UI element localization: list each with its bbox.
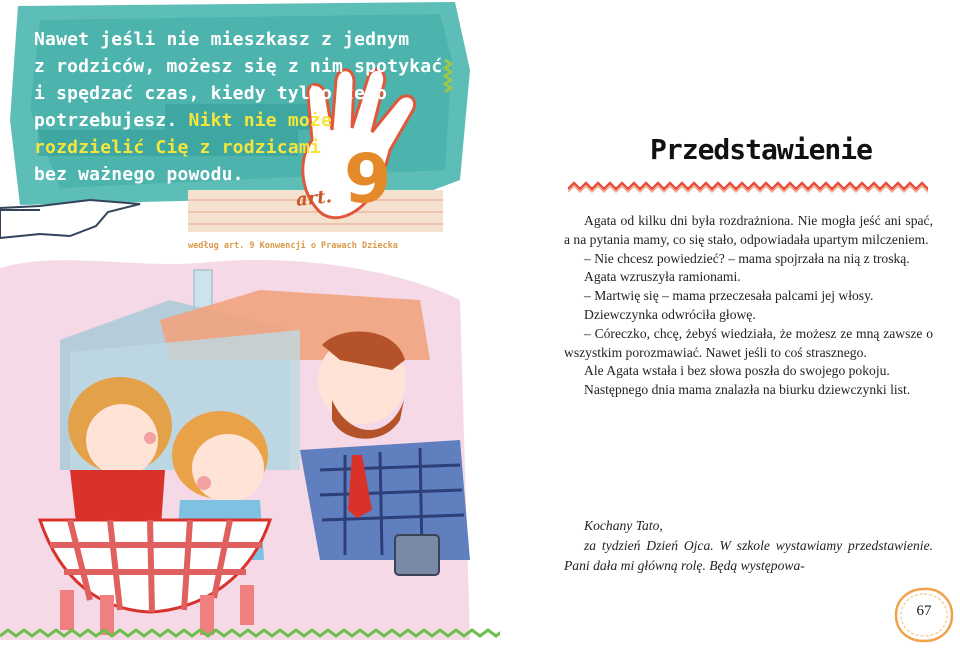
paragraph: Następnego dnia mama znalazła na biurku dziewczynki list. xyxy=(584,382,911,398)
article-number: 9 xyxy=(344,140,392,219)
quote-line-3: i spędzać czas, kiedy tylko tego xyxy=(34,83,388,104)
chapter-title: Przedstawienie xyxy=(650,133,873,166)
paragraph: Dziewczynka odwróciła głowę. xyxy=(584,306,756,322)
paragraph: – Córeczko, chcę, żebyś wiedziała, że możesz ze mną zawsze o wszystkim porozmawiać. Nawet jeśli to coś strasznego. xyxy=(564,325,933,360)
paragraph: – Nie chcesz powiedzieć? – mama spojrzała na nią z troską. xyxy=(584,250,910,266)
quote-line-2: z rodziców, możesz się z nim spotykać xyxy=(34,56,443,77)
article-label: art. xyxy=(295,186,333,211)
paragraph: – Martwię się – mama przeczesała palcami jej włosy. xyxy=(584,288,874,304)
letter-text xyxy=(564,516,933,576)
letter-paragraph: za tydzień Dzień Ojca. W szkole wystawiamy przedstawienie. Pani dała mi główną rolę. Będą występowa- xyxy=(564,538,933,573)
decorative-zigzag-border xyxy=(568,180,928,198)
story-text xyxy=(564,212,933,400)
quote-line-4 xyxy=(34,107,434,134)
quote-line-6: bez ważnego powodu. xyxy=(34,164,244,185)
source-note: według art. 9 Konwencji o Prawach Dziecka xyxy=(188,241,398,251)
quote-line-1: Nawet jeśli nie mieszkasz z jednym xyxy=(34,29,410,50)
paragraph: Agata wzruszyła ramionami. xyxy=(584,269,741,285)
paragraph: Agata od kilku dni była rozdrażniona. Nie mogła jeść ani spać, a na pytania mamy, co się stało, odpowiadała upartym milczeniem. xyxy=(564,213,933,247)
quote-line-4-part-a: potrzebujesz. xyxy=(34,110,189,131)
paragraph: Ale Agata wstała i bez słowa poszła do swojego pokoju. xyxy=(584,363,890,379)
letter-salutation: Kochany Tato, xyxy=(584,518,663,533)
quote-highlight-b: rozdzielić Cię z rodzicami xyxy=(34,137,321,158)
page-number-badge xyxy=(892,586,956,644)
page-number: 67 xyxy=(916,603,932,619)
text-page xyxy=(500,0,960,653)
quote-highlight-a: Nikt nie może xyxy=(188,110,333,131)
